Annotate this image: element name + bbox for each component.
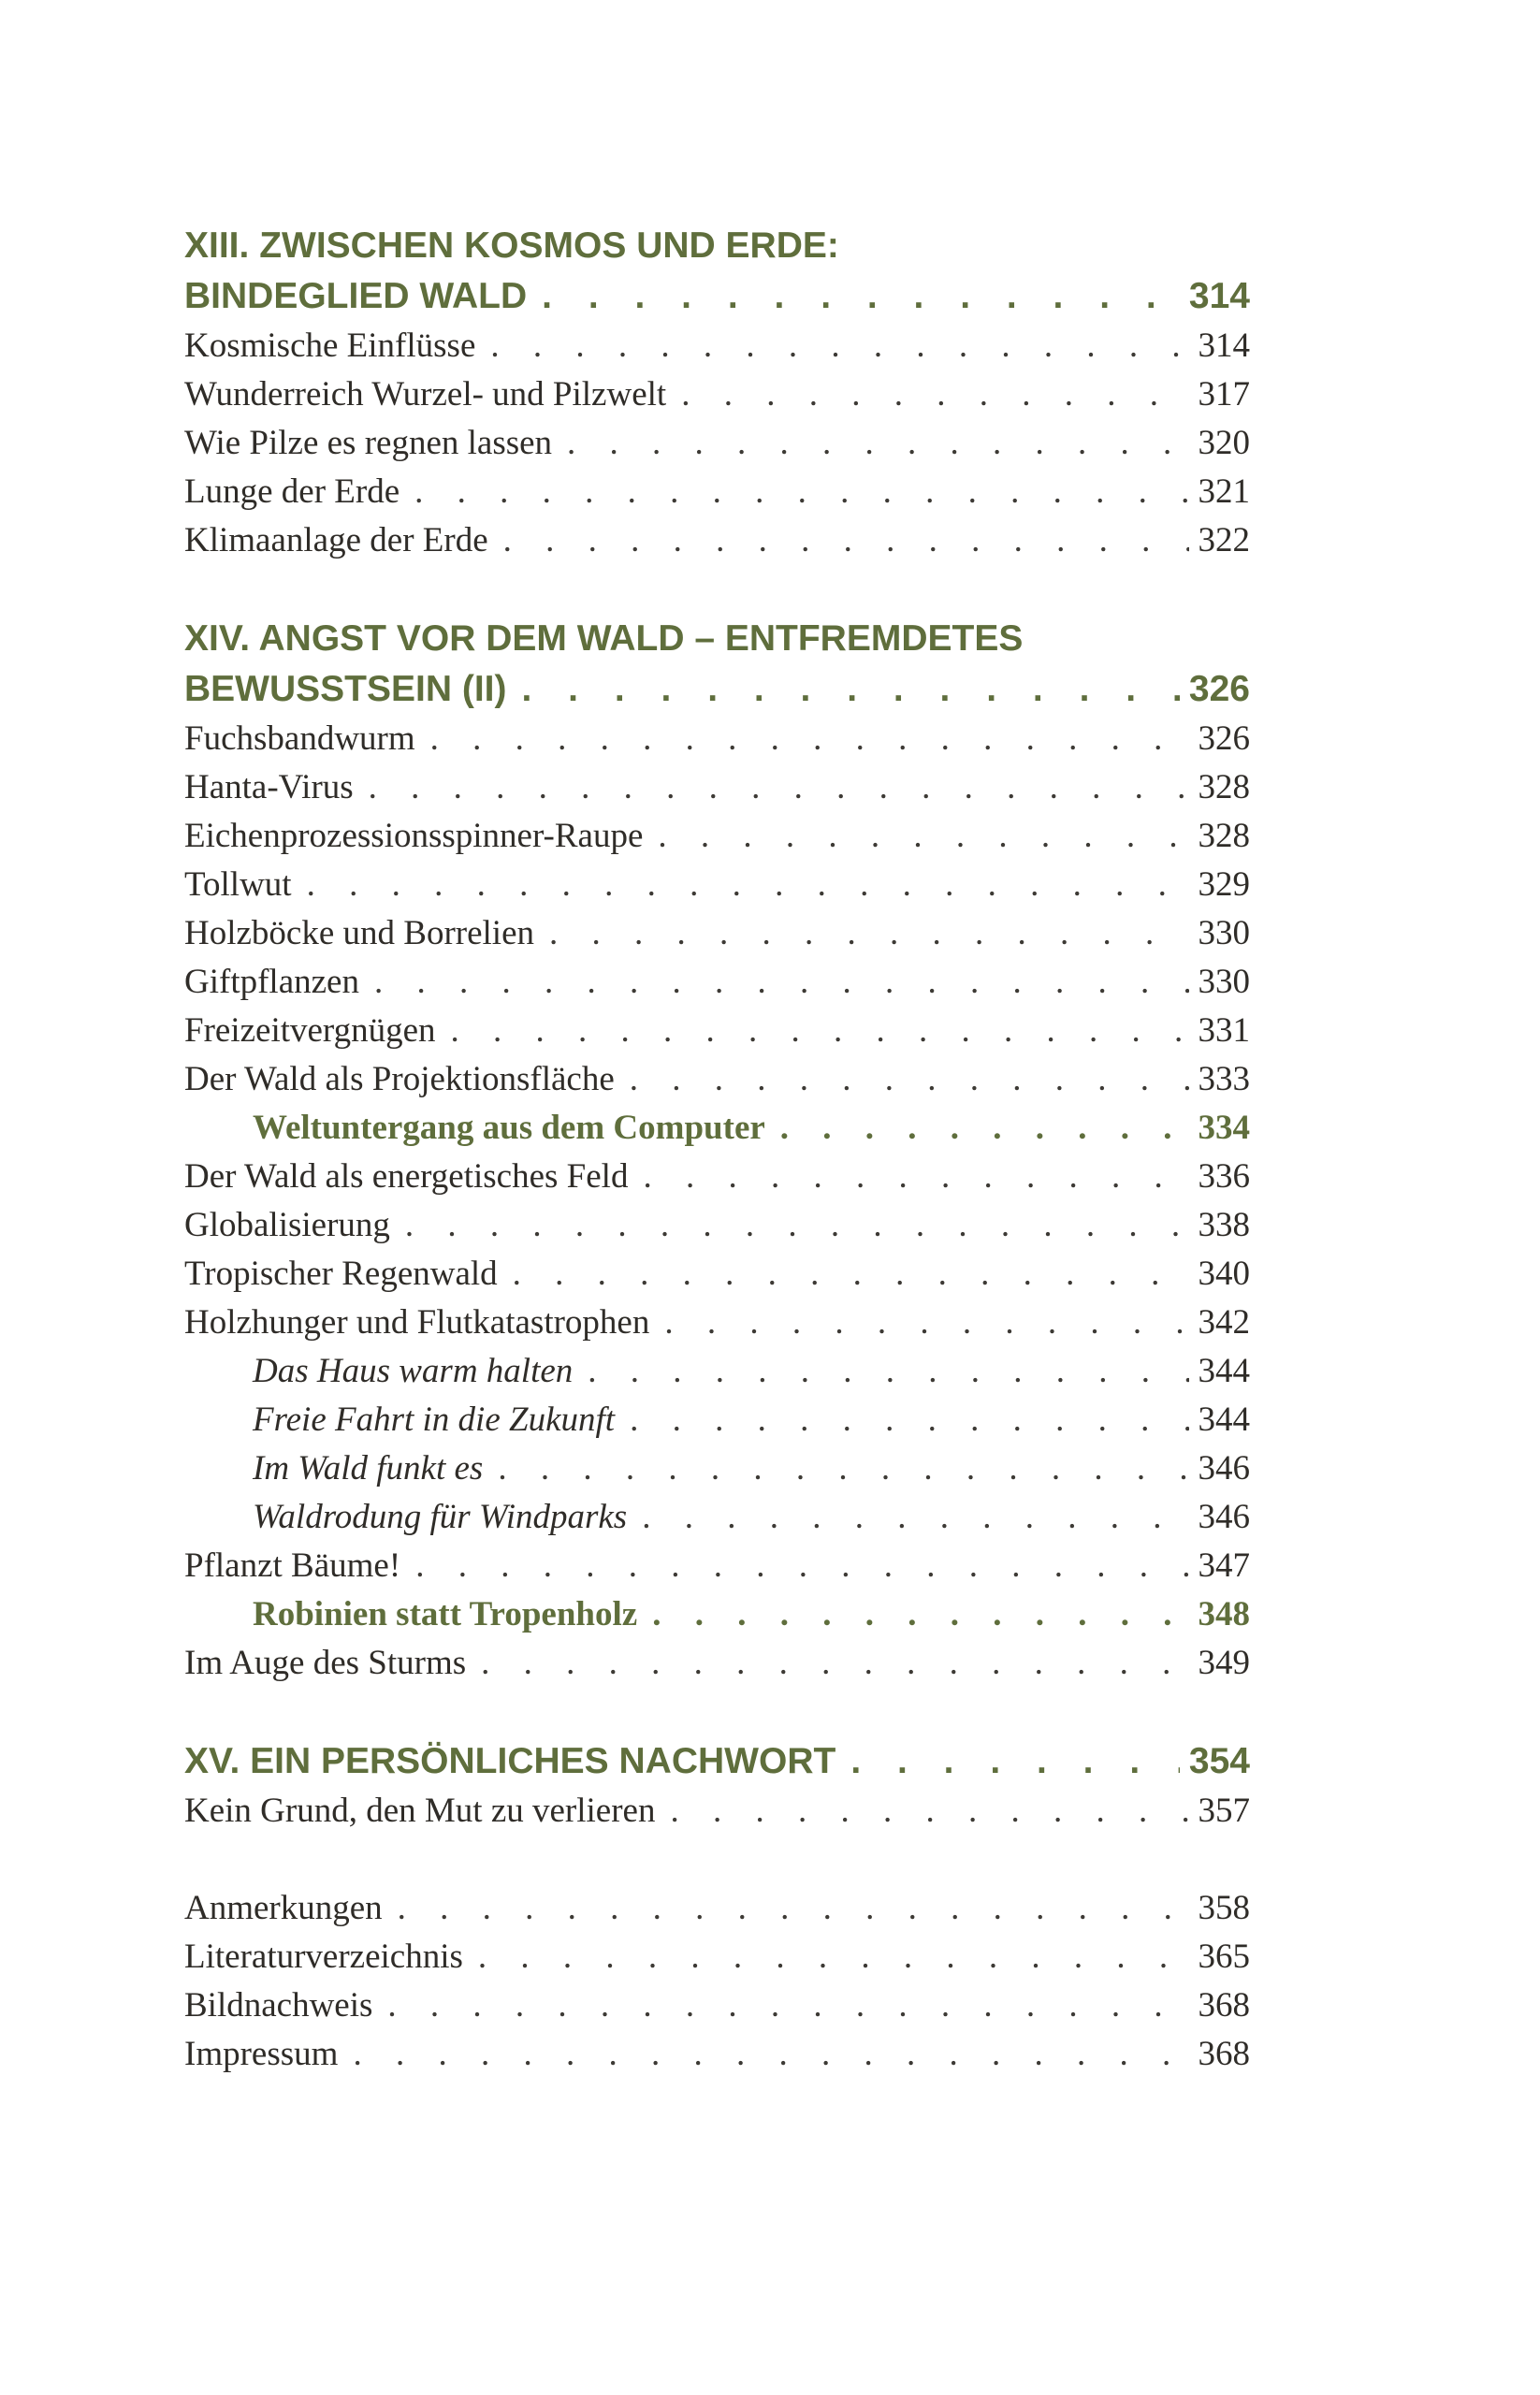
dot-leader: [588, 1347, 1188, 1396]
dot-leader: [542, 271, 1180, 322]
entry-title: Robinien statt Tropenholz: [253, 1595, 638, 1633]
chapter-page-number: 314: [1188, 276, 1250, 316]
dot-leader: [630, 1055, 1189, 1104]
entry-page-number: 334: [1198, 1109, 1250, 1147]
entry-title: Eichenprozessionsspinner-Raupe: [184, 817, 644, 855]
dot-leader: [414, 468, 1188, 516]
chapter-title-line1: XIII. ZWISCHEN KOSMOS UND ERDE:: [184, 225, 839, 266]
toc-subentry[interactable]: [184, 1493, 1250, 1542]
toc-entry[interactable]: [184, 812, 1250, 861]
chapter-title-line1: XIV. ANGST VOR DEM WALD – ENTFREMDETES: [184, 618, 1024, 659]
entry-page-number: 344: [1198, 1352, 1250, 1390]
dot-leader: [503, 516, 1189, 565]
dot-leader: [387, 1981, 1188, 2030]
chapter-heading-xiii[interactable]: [184, 221, 1250, 322]
toc-entry[interactable]: [184, 1153, 1250, 1201]
chapter-heading-xiv[interactable]: [184, 614, 1250, 715]
entry-page-number: 314: [1198, 327, 1250, 365]
dot-leader: [664, 1299, 1188, 1347]
chapter-title-row: [184, 664, 1250, 715]
dot-leader: [405, 1201, 1189, 1250]
entry-page-number: 365: [1198, 1938, 1250, 1976]
dot-leader: [481, 1639, 1188, 1688]
entry-page-number: 358: [1198, 1889, 1250, 1927]
dot-leader: [643, 1153, 1188, 1201]
entry-page-number: 349: [1198, 1644, 1250, 1682]
entry-page-number: 317: [1198, 375, 1250, 414]
toc-entry[interactable]: [184, 763, 1250, 812]
toc-subentry[interactable]: [184, 1347, 1250, 1396]
toc-entry[interactable]: [184, 419, 1250, 468]
entry-page-number: 328: [1198, 817, 1250, 855]
toc-entry[interactable]: [184, 1542, 1250, 1590]
entry-title: Lunge der Erde: [184, 472, 400, 511]
toc-subentry-highlight[interactable]: [184, 1590, 1250, 1639]
chapter-title-row: [184, 1736, 1250, 1787]
entry-page-number: 326: [1198, 719, 1250, 758]
toc-entry[interactable]: [184, 322, 1250, 370]
entry-title: Wie Pilze es regnen lassen: [184, 424, 553, 462]
entry-title: Holzböcke und Borrelien: [184, 914, 534, 952]
toc-entry[interactable]: [184, 1299, 1250, 1347]
toc-entry[interactable]: [184, 1201, 1250, 1250]
entry-page-number: 336: [1198, 1157, 1250, 1196]
entry-page-number: 342: [1198, 1303, 1250, 1342]
toc-entry[interactable]: [184, 715, 1250, 763]
entry-title: Das Haus warm halten: [253, 1352, 574, 1390]
toc-entry[interactable]: [184, 516, 1250, 565]
dot-leader: [398, 1884, 1189, 1933]
spacer: [184, 1688, 1250, 1736]
chapter-page-number: 354: [1188, 1741, 1250, 1781]
spacer: [184, 1836, 1250, 1884]
entry-page-number: 357: [1198, 1792, 1250, 1830]
entry-title: Fuchsbandwurm: [184, 719, 415, 758]
entry-title: Holzhunger und Flutkatastrophen: [184, 1303, 650, 1342]
toc-entry[interactable]: [184, 1007, 1250, 1055]
dot-leader: [658, 812, 1188, 861]
dot-leader: [630, 1396, 1188, 1444]
entry-page-number: 348: [1198, 1595, 1250, 1633]
entry-page-number: 328: [1198, 768, 1250, 806]
chapter-title-line1: XV. EIN PERSÖNLICHES NACHWORT: [184, 1741, 836, 1781]
entry-title: Globalisierung: [184, 1206, 390, 1244]
entry-title: Freizeitvergnügen: [184, 1011, 436, 1050]
entry-title: Pflanzt Bäume!: [184, 1546, 401, 1585]
dot-leader: [670, 1787, 1188, 1836]
toc-entry[interactable]: [184, 1787, 1250, 1836]
entry-page-number: 322: [1198, 521, 1250, 559]
entry-title: Freie Fahrt in die Zukunft: [253, 1401, 616, 1439]
dot-leader: [490, 322, 1188, 370]
dot-leader: [307, 861, 1189, 909]
entry-page-number: 333: [1198, 1060, 1250, 1098]
toc-entry-back-matter[interactable]: [184, 2030, 1250, 2079]
toc-entry[interactable]: [184, 1055, 1250, 1104]
entry-page-number: 344: [1198, 1401, 1250, 1439]
toc-entry[interactable]: [184, 958, 1250, 1007]
entry-title: Hanta-Virus: [184, 768, 354, 806]
dot-leader: [681, 370, 1188, 419]
dot-leader: [549, 909, 1189, 958]
dot-leader: [498, 1444, 1188, 1493]
spacer: [184, 565, 1250, 614]
entry-title: Klimaanlage der Erde: [184, 521, 488, 559]
toc-entry-back-matter[interactable]: [184, 1981, 1250, 2030]
entry-title: Tropischer Regenwald: [184, 1255, 498, 1293]
entry-title: Anmerkungen: [184, 1889, 383, 1927]
entry-page-number: 338: [1198, 1206, 1250, 1244]
entry-page-number: 347: [1198, 1546, 1250, 1585]
entry-title: Impressum: [184, 2035, 339, 2073]
toc-entry-back-matter[interactable]: [184, 1933, 1250, 1981]
toc-entry[interactable]: [184, 909, 1250, 958]
chapter-title-line2: BEWUSSTSEIN (II): [184, 669, 507, 709]
toc-entry[interactable]: [184, 370, 1250, 419]
chapter-page-number: 326: [1188, 669, 1250, 709]
toc-entry[interactable]: [184, 1639, 1250, 1688]
entry-title: Kosmische Einflüsse: [184, 327, 476, 365]
dot-leader: [374, 958, 1189, 1007]
chapter-heading-xv[interactable]: [184, 1736, 1250, 1787]
entry-title: Waldrodung für Windparks: [253, 1498, 628, 1536]
dot-leader: [478, 1933, 1189, 1981]
entry-title: Literaturverzeichnis: [184, 1938, 463, 1976]
entry-title: Wunderreich Wurzel- und Pilzwelt: [184, 375, 667, 414]
dot-leader: [513, 1250, 1189, 1299]
entry-page-number: 330: [1198, 963, 1250, 1001]
entry-title: Im Wald funkt es: [253, 1449, 484, 1488]
toc-subentry-highlight[interactable]: [184, 1104, 1250, 1153]
dot-leader: [652, 1590, 1188, 1639]
entry-page-number: 330: [1198, 914, 1250, 952]
entry-title: Bildnachweis: [184, 1986, 373, 2025]
table-of-contents: [184, 221, 1250, 2079]
toc-entry-back-matter[interactable]: [184, 1884, 1250, 1933]
entry-page-number: 368: [1198, 1986, 1250, 2025]
toc-entry[interactable]: [184, 861, 1250, 909]
toc-entry[interactable]: [184, 468, 1250, 516]
entry-page-number: 346: [1198, 1449, 1250, 1488]
dot-leader: [451, 1007, 1189, 1055]
entry-page-number: 331: [1198, 1011, 1250, 1050]
toc-entry[interactable]: [184, 1250, 1250, 1299]
toc-subentry[interactable]: [184, 1444, 1250, 1493]
toc-subentry[interactable]: [184, 1396, 1250, 1444]
entry-title: Der Wald als energetisches Feld: [184, 1157, 629, 1196]
entry-title: Im Auge des Sturms: [184, 1644, 467, 1682]
entry-page-number: 329: [1198, 865, 1250, 904]
entry-page-number: 320: [1198, 424, 1250, 462]
entry-title: Tollwut: [184, 865, 292, 904]
entry-page-number: 346: [1198, 1498, 1250, 1536]
dot-leader: [430, 715, 1189, 763]
dot-leader: [780, 1104, 1189, 1153]
dot-leader: [353, 2030, 1188, 2079]
dot-leader: [522, 664, 1180, 715]
dot-leader: [567, 419, 1188, 468]
entry-page-number: 368: [1198, 2035, 1250, 2073]
entry-page-number: 340: [1198, 1255, 1250, 1293]
entry-title: Der Wald als Projektionsfläche: [184, 1060, 615, 1098]
entry-title: Kein Grund, den Mut zu verlieren: [184, 1792, 656, 1830]
chapter-title-line2: BINDEGLIED WALD: [184, 276, 528, 316]
dot-leader: [850, 1736, 1180, 1787]
entry-title: Giftpflanzen: [184, 963, 359, 1001]
entry-page-number: 321: [1198, 472, 1250, 511]
dot-leader: [642, 1493, 1188, 1542]
chapter-title-row: [184, 271, 1250, 322]
dot-leader: [369, 763, 1189, 812]
dot-leader: [415, 1542, 1188, 1590]
entry-title: Weltuntergang aus dem Computer: [253, 1109, 765, 1147]
